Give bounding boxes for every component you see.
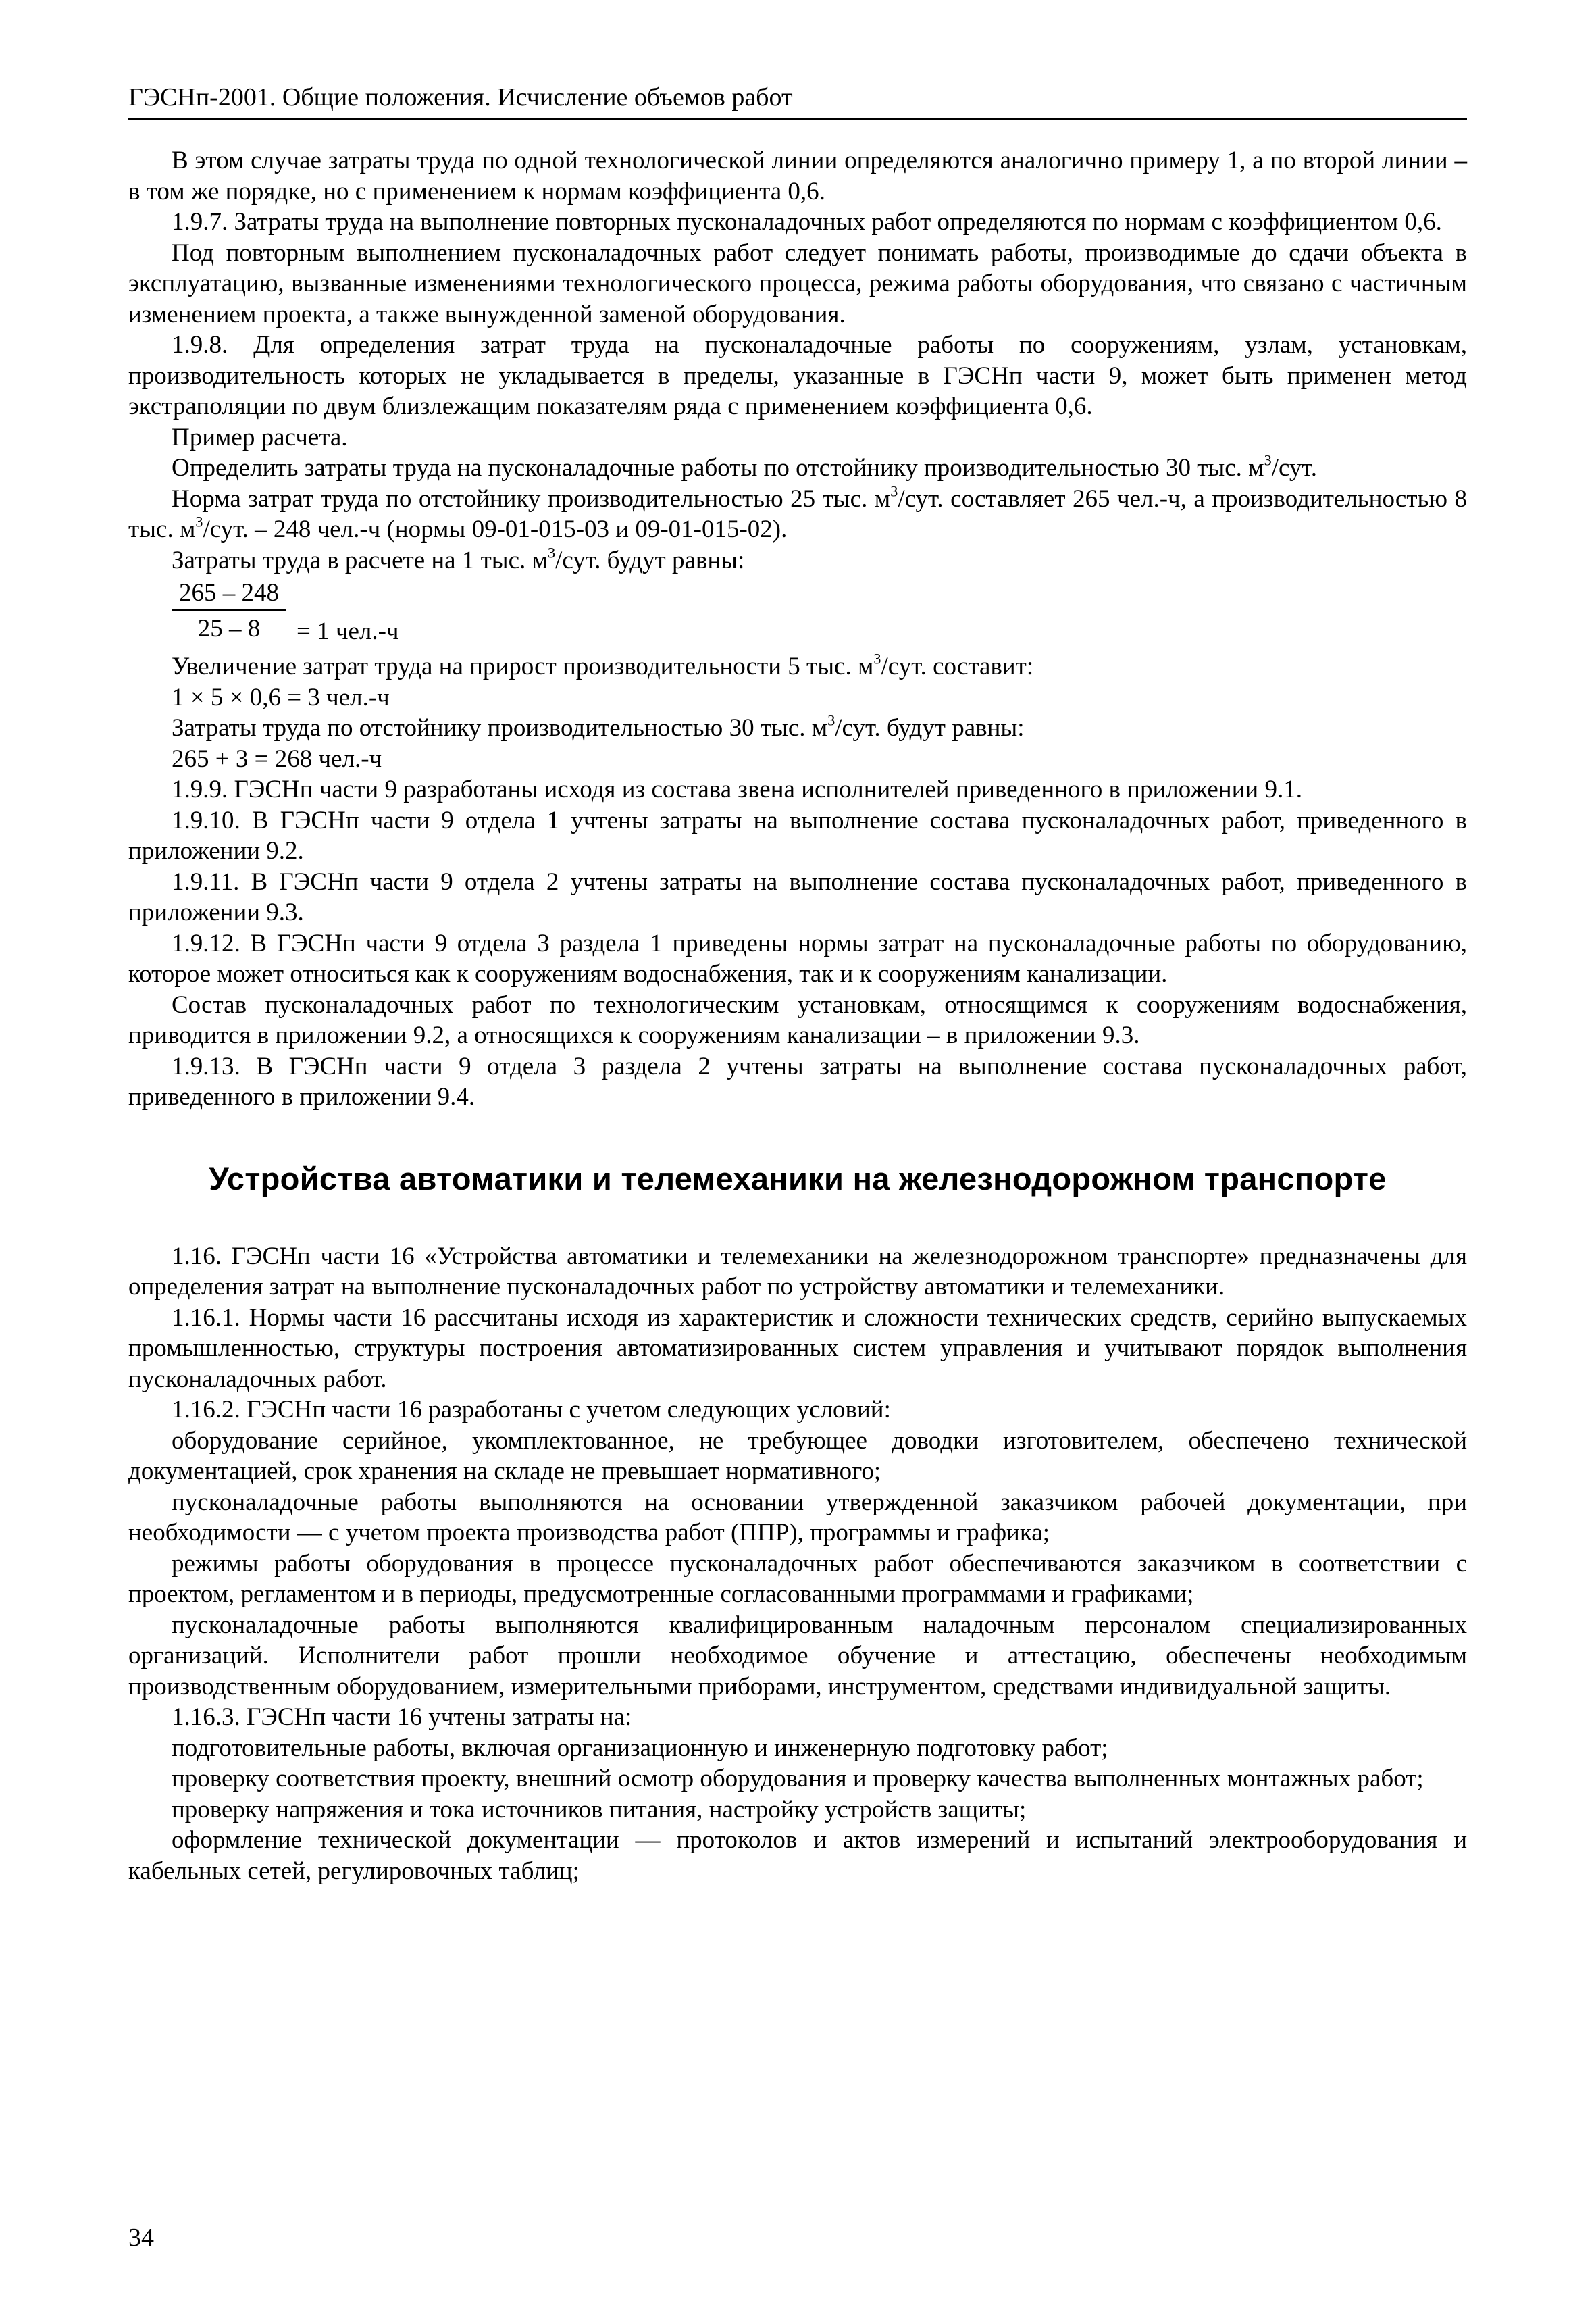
paragraph: Состав пусконаладочных работ по технологическим установкам, относящимся к сооружениям водоснабжения, приводится в приложении 9.2, а относящихся к сооружениям канализации – в приложении 9.3. (128, 990, 1467, 1049)
section-title: Устройства автоматики и телемеханики на железнодорожном транспорте (209, 1160, 1387, 1197)
example-per-unit (128, 545, 1467, 576)
paragraph: 1.9.7. Затраты труда на выполнение повторных пусконаладочных работ определяются по нормам с коэффициентом 0,6. (172, 208, 1442, 236)
paragraph: 1.9.11. В ГЭСНп части 9 отдела 2 учтены затраты на выполнение состава пусконаладочных работ, приведенного в приложении 9.3. (128, 867, 1467, 926)
list-item: проверку соответствия проекту, внешний осмотр оборудования и проверку качества выполненных монтажных работ; (172, 1765, 1424, 1792)
page-number: 34 (128, 2223, 154, 2252)
superscript: 3 (547, 543, 556, 561)
paragraph: 1.9.10. В ГЭСНп части 9 отдела 1 учтены затраты на выполнение состава пусконаладочных работ, приведенного в приложении 9.2. (128, 806, 1467, 865)
superscript: 3 (890, 482, 898, 499)
list-item: подготовительные работы, включая организационную и инженерную подготовку работ; (172, 1734, 1108, 1762)
list-item: оформление технической документации — протоколов и актов измерений и испытаний электрооборудования и кабельных сетей, регулировочных таблиц; (128, 1826, 1467, 1885)
formula-line: 265 + 3 = 268 чел.-ч (172, 745, 382, 773)
text-run: /сут. будут равны: (555, 546, 745, 574)
list-item: оборудование серийное, укомплектованное, не требующее доводки изготовителем, обеспечено технической документацией, срок хранения на складе не превышает нормативного; (128, 1426, 1467, 1485)
text-run: /сут. составляет 265 чел.-ч, а производительностью 8 тыс. м (128, 484, 1467, 543)
text-run: Затраты труда в расчете на 1 тыс. м (172, 546, 548, 574)
running-header: ГЭСНп-2001. Общие положения. Исчисление объемов работ (128, 82, 1467, 120)
text-run: Норма затрат труда по отстойнику производительностью 25 тыс. м (172, 484, 891, 513)
text-run: /сут. – 248 чел.-ч (нормы 09-01-015-03 и 09-01-015-02). (203, 515, 788, 543)
paragraph: В этом случае затраты труда по одной технологической линии определяются аналогично примеру 1, а по второй линии – в том же порядке, но с применением к нормам коэффициента 0,6. (128, 147, 1467, 205)
paragraph: 1.9.13. В ГЭСНп части 9 отдела 3 раздела 2 учтены затраты на выполнение состава пусконаладочных работ, приведенного в приложении 9.4. (128, 1052, 1467, 1111)
list-item: проверку напряжения и тока источников питания, настройку устройств защиты; (172, 1795, 1027, 1823)
paragraph: 1.9.9. ГЭСНп части 9 разработаны исходя из состава звена исполнителей приведенного в приложении 9.1. (172, 776, 1302, 803)
list-item: пусконаладочные работы выполняются на основании утвержденной заказчиком рабочей документации, при необходимости — с учетом проекта производства работ (ППР), программы и графика; (128, 1488, 1467, 1546)
example-task (128, 453, 1467, 484)
superscript: 3 (195, 513, 203, 530)
example-total (128, 713, 1467, 744)
paragraph: 1.16.1. Нормы части 16 рассчитаны исходя из характеристик и сложности технических средств, серийно выпускаемых промышленностью, структуры построения автоматизированных систем управления и учитывают порядок выполнения пусконаладочных работ. (128, 1303, 1467, 1393)
superscript: 3 (827, 711, 835, 729)
paragraph: 1.9.8. Для определения затрат труда на пусконаладочные работы по сооружениям, узлам, установкам, производительность которых не укладывается в пределы, указанные в ГЭСНп части 9, может быть применен метод экстраполяции по двум близлежащим показателям ряда с применением коэффициента 0,6. (128, 331, 1467, 420)
text-run: Затраты труда по отстойнику производительностью 30 тыс. м (172, 714, 828, 742)
fraction-denominator: 25 – 8 (197, 615, 261, 643)
fraction-formula (172, 577, 1467, 649)
example-norms (128, 484, 1467, 545)
paragraph: 1.9.12. В ГЭСНп части 9 отдела 3 раздела 1 приведены нормы затрат на пусконаладочные работы по оборудованию, которое может относиться как к сооружениям водоснабжения, так и к сооружениям канализации. (128, 929, 1467, 988)
text-run: /сут. (1271, 454, 1318, 482)
example-increase (128, 651, 1467, 682)
superscript: 3 (1264, 451, 1272, 469)
paragraph: 1.16. ГЭСНп части 16 «Устройства автоматики и телемеханики на железнодорожном транспорте» предназначены для определения затрат на выполнение пусконаладочных работ по устройству автоматики и телемеханики. (128, 1242, 1467, 1301)
page-content (128, 145, 1467, 1886)
text-run: /сут. составит: (881, 653, 1034, 680)
superscript: 3 (873, 650, 881, 668)
fraction-result: = 1 чел.-ч (297, 618, 399, 645)
list-item: пусконаладочные работы выполняются квалифицированным наладочным персоналом специализированных организаций. Исполнители работ прошли необходимое обучение и аттестацию, обеспечены необходимым производственным оборудованием, измерительными приборами, инструментом, средствами индивидуальной защиты. (128, 1611, 1467, 1701)
paragraph: 1.16.3. ГЭСНп части 16 учтены затраты на: (172, 1703, 632, 1731)
fraction-numerator: 265 – 248 (172, 577, 286, 611)
text-run: /сут. будут равны: (835, 714, 1025, 742)
text-run: Увеличение затрат труда на прирост производительности 5 тыс. м (172, 653, 874, 680)
paragraph: Пример расчета. (172, 423, 348, 451)
formula-line: 1 × 5 × 0,6 = 3 чел.-ч (172, 683, 390, 711)
paragraph: 1.16.2. ГЭСНп части 16 разработаны с учетом следующих условий: (172, 1396, 891, 1424)
paragraph: Под повторным выполнением пусконаладочных работ следует понимать работы, производимые до сдачи объекта в эксплуатацию, вызванные изменениями технологического процесса, режима работы оборудования, что связано с частичным изменением проекта, а также вынужденной заменой оборудования. (128, 238, 1467, 328)
text-run: Определить затраты труда на пусконаладочные работы по отстойнику производительностью 30 тыс. м (172, 454, 1264, 482)
list-item: режимы работы оборудования в процессе пусконаладочных работ обеспечиваются заказчиком в соответствии с проектом, регламентом и в периоды, предусмотренные согласованными программами и графиками; (128, 1549, 1467, 1608)
